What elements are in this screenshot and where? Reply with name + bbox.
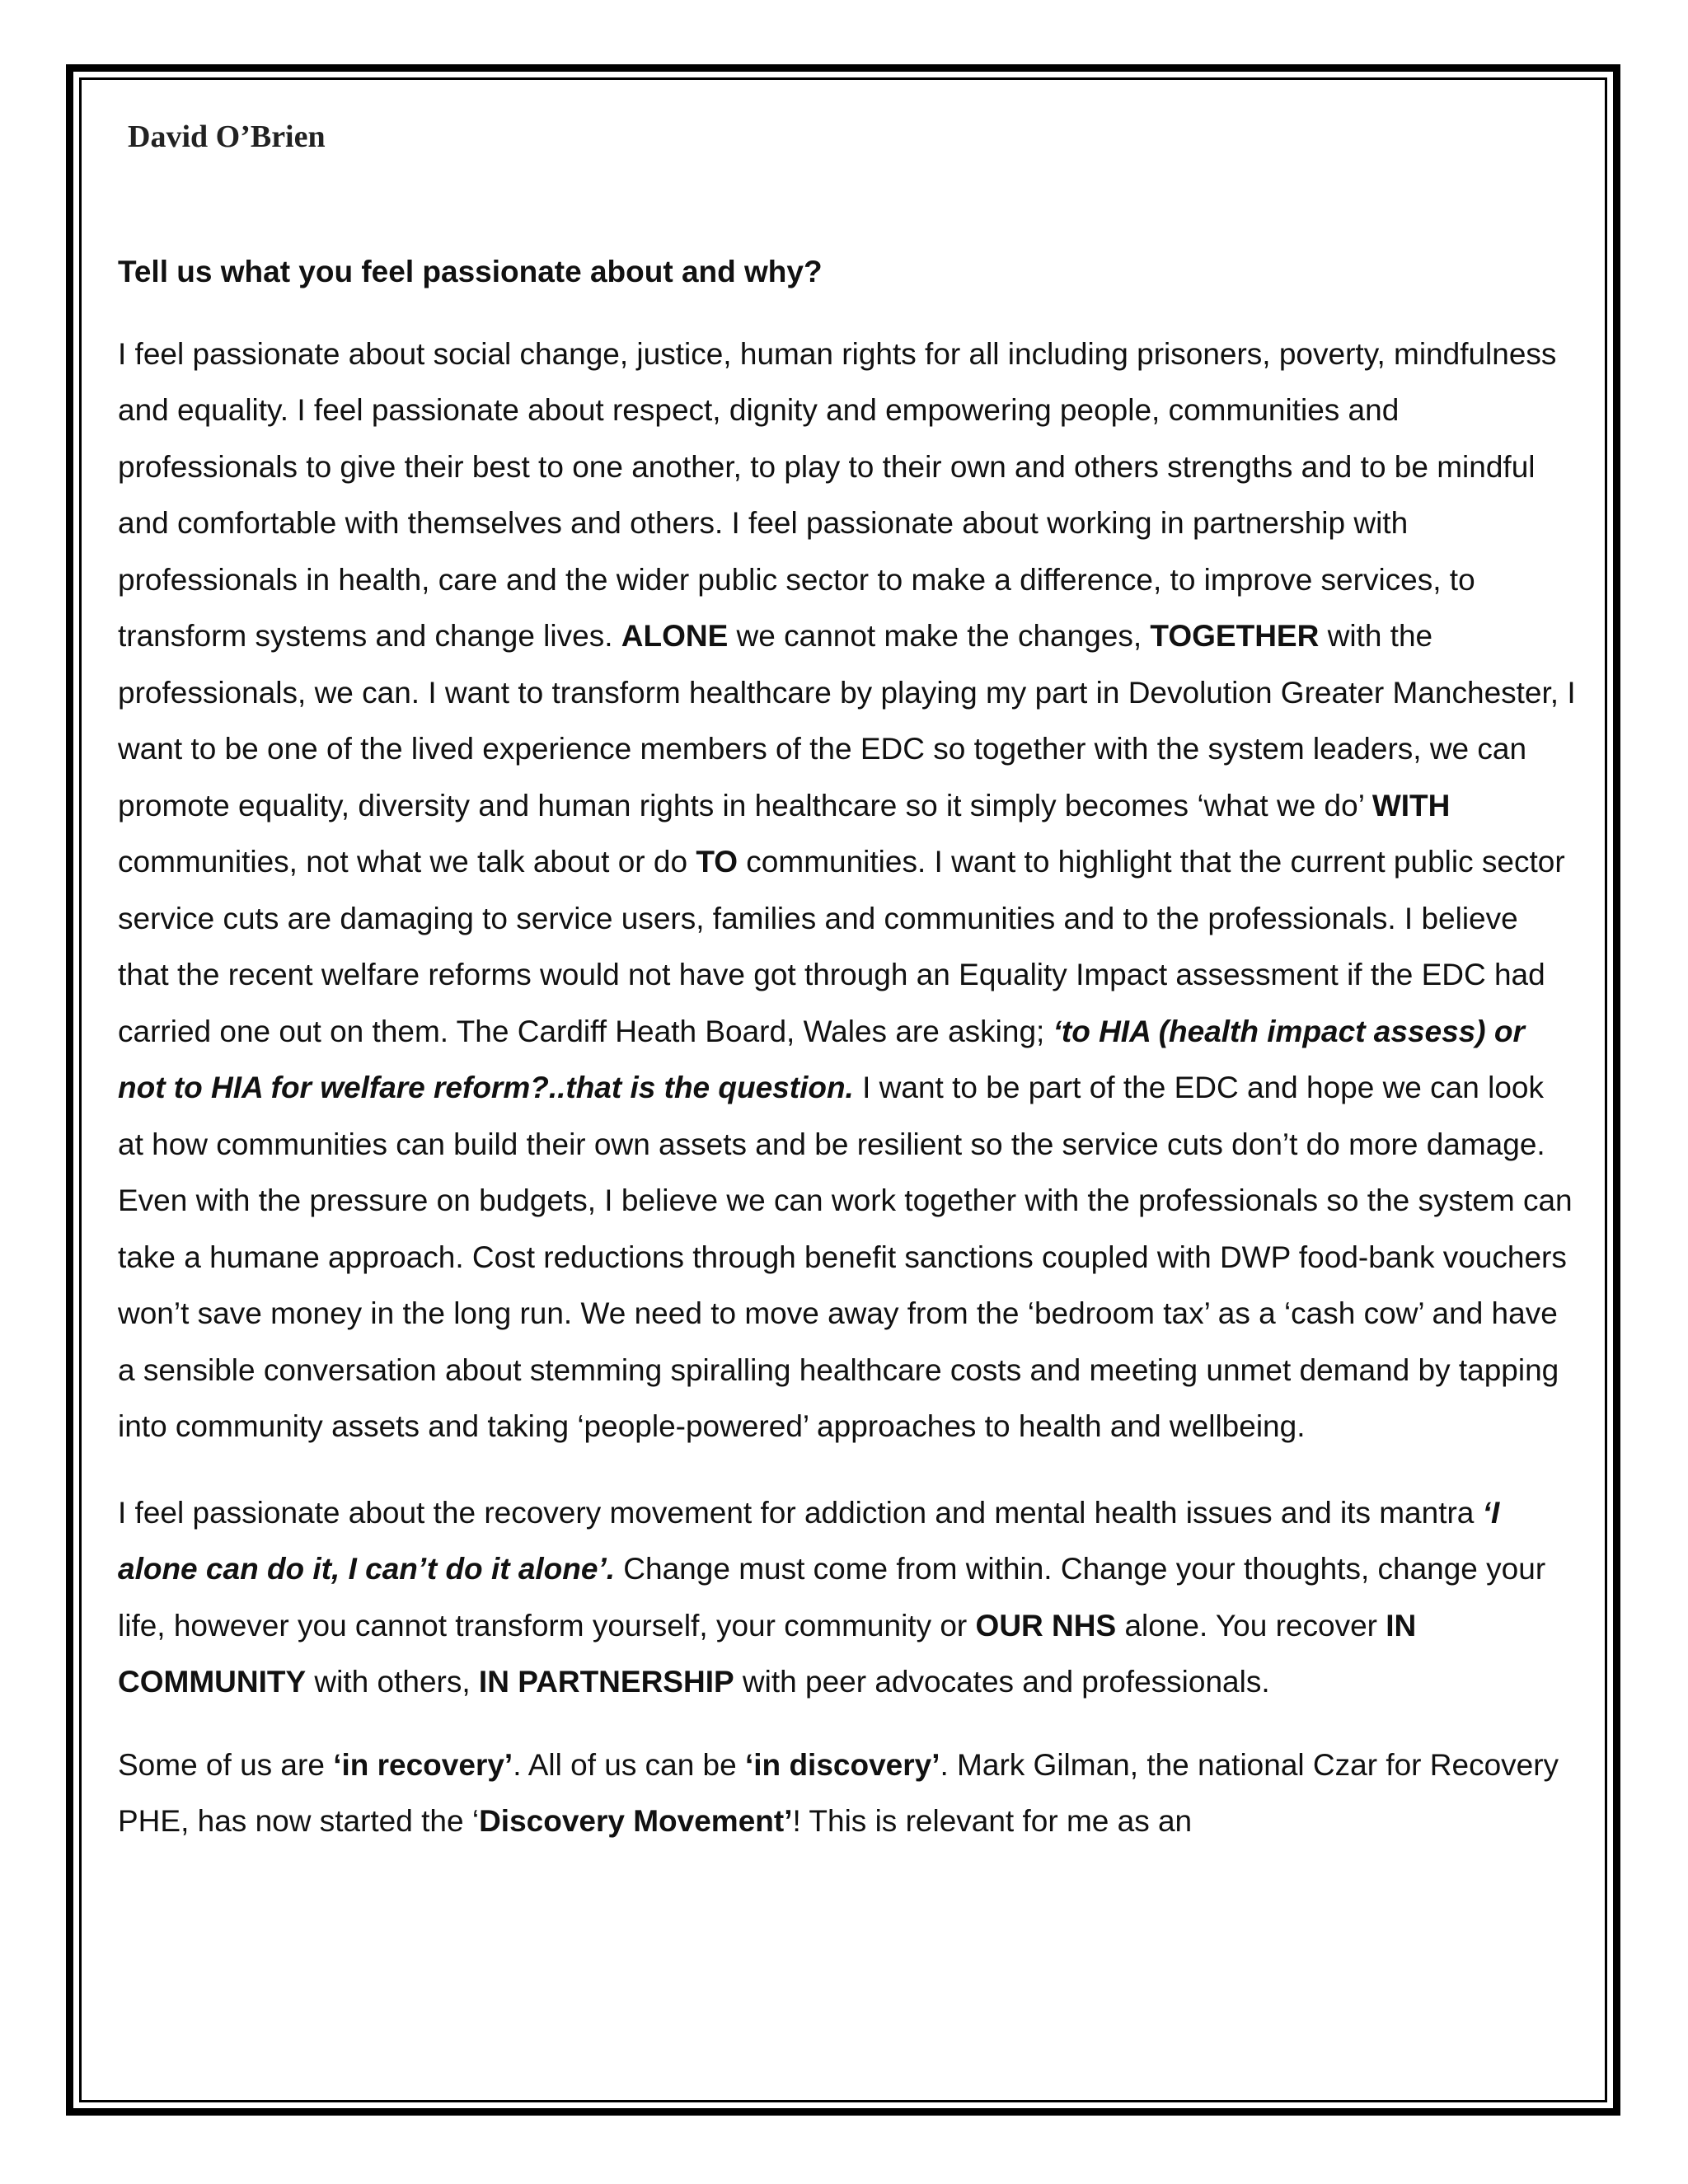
text-run: with others, — [306, 1665, 479, 1699]
emphasis-bold: ‘in discovery’ — [745, 1747, 940, 1782]
text-run: with peer advocates and professionals. — [734, 1665, 1270, 1699]
emphasis-bold: TO — [696, 845, 738, 879]
emphasis-bold-italic: ‘to HIA (health impact assess) or not to HIA for welfare reform?..that is the question. — [118, 1014, 1525, 1105]
text-run: I want to be part of the EDC and hope we can look at how communities can build their own assets and be resilient so the service cuts don’t do more damage. Even with the pressure on budgets, I believe we can work together with the professionals so the system can take a humane approach. Cost reductions through benefit sanctions coupled with DWP food-bank vouchers won’t save money in the long run. We need to move away from the ‘bedroom tax’ as a ‘cash cow’ and have a sensible conversation about stemming spiralling healthcare costs and meeting unmet demand by tapping into community assets and taking ‘people-powered’ approaches to health and wellbeing. — [118, 1071, 1573, 1444]
emphasis-bold: IN COMMUNITY — [118, 1608, 1417, 1699]
text-run: . All of us can be — [513, 1747, 745, 1782]
text-run: Some of us are — [118, 1747, 334, 1782]
emphasis-bold-italic: ‘I alone can do it, I can’t do it alone’. — [118, 1495, 1500, 1586]
text-run: we cannot make the changes, — [728, 619, 1151, 654]
text-run: communities. I want to highlight that the current public sector service cuts are damaging to service users, families and communities and to the professionals. I believe that the recent welfare reforms would not have got through an Equality Impact assessment if the EDC had carried one out on them. The Cardiff Heath Board, Wales are asking; — [118, 845, 1565, 1048]
text-run: I feel passionate about social change, justice, human rights for all including prisoners, poverty, mindfulness and equality. I feel passionate about respect, dignity and empowering people, communities and professionals to give their best to one another, to play to their own and others strengths and to be mindful and comfortable with themselves and others. I feel passionate about working in partnership with professionals in health, care and the wider public sector to make a difference, to improve services, to transform systems and change lives. — [118, 336, 1557, 654]
emphasis-bold: WITH — [1372, 788, 1451, 823]
author-name: David O’Brien — [128, 120, 326, 154]
emphasis-bold: Discovery Movement’ — [479, 1804, 793, 1839]
text-run: communities, not what we talk about or do — [118, 845, 696, 879]
text-run: Change must come from within. Change your thoughts, change your life, however you cannot transform yourself, your community or — [118, 1552, 1546, 1643]
text-run: alone. You recover — [1116, 1608, 1386, 1643]
text-run: . Mark Gilman, the national Czar for Recovery PHE, has now started the ‘ — [118, 1747, 1559, 1839]
emphasis-bold: ALONE — [621, 619, 729, 654]
text-run: ! This is relevant for me as an — [792, 1804, 1193, 1839]
emphasis-bold: IN PARTNERSHIP — [478, 1665, 734, 1699]
emphasis-bold: ‘in recovery’ — [333, 1747, 513, 1782]
emphasis-bold: TOGETHER — [1150, 619, 1320, 654]
question-heading: Tell us what you feel passionate about and why? — [118, 254, 823, 288]
emphasis-bold: OUR NHS — [975, 1608, 1117, 1643]
paragraph-2 — [118, 1485, 1577, 1711]
paragraph-1 — [118, 326, 1577, 1455]
paragraph-3 — [118, 1737, 1577, 1850]
text-run: I feel passionate about the recovery movement for addiction and mental health issues and its mantra — [118, 1495, 1483, 1530]
document-body — [118, 107, 1577, 1850]
text-run: with the professionals, we can. I want to transform healthcare by playing my part in Devolution Greater Manchester, I want to be one of the lived experience members of the EDC so together with the system leaders, we can promote equality, diversity and human rights in healthcare so it simply becomes ‘what we do’ — [118, 619, 1576, 823]
